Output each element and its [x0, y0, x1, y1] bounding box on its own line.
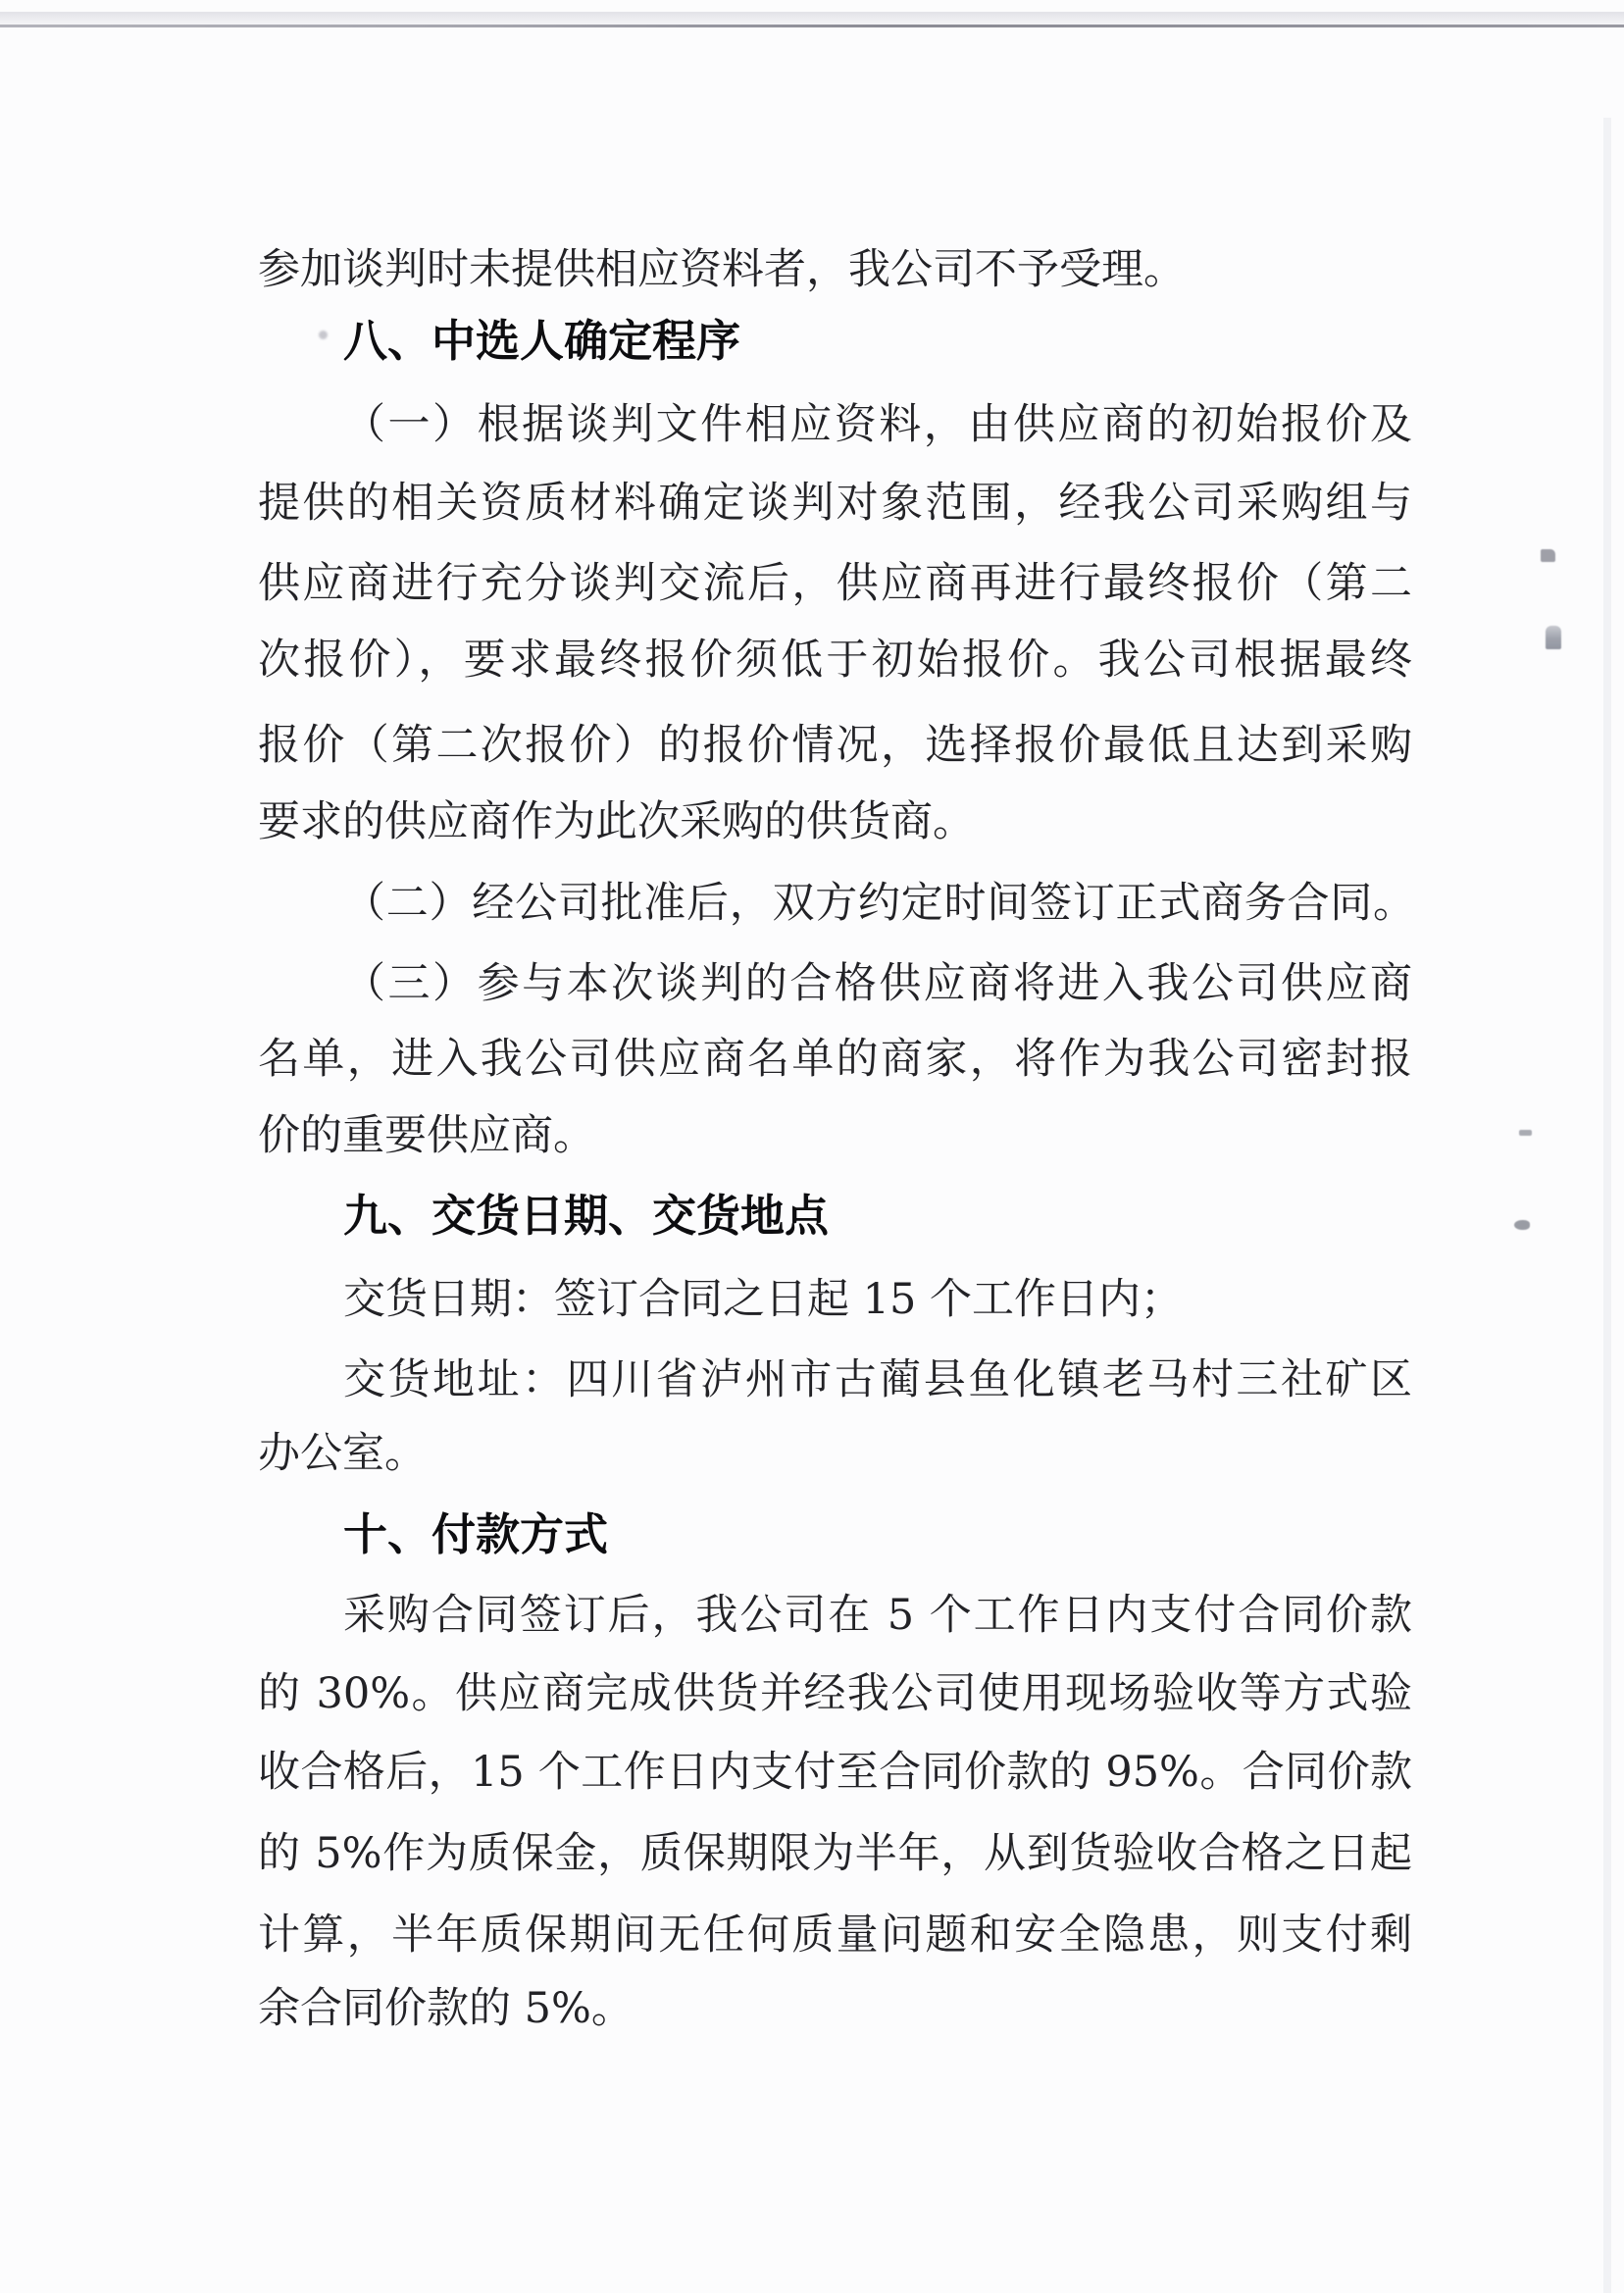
paragraph-line: 提供的相关资质材料确定谈判对象范围，经我公司采购组与 — [258, 479, 1412, 528]
paragraph-line: （二）经公司批准后，双方约定时间签订正式商务合同。 — [343, 879, 1412, 928]
section-heading: 九、交货日期、交货地点 — [343, 1190, 830, 1242]
scan-smudge — [1541, 549, 1555, 562]
paragraph-line: 办公室。 — [258, 1429, 427, 1478]
scan-smudge — [1546, 626, 1561, 649]
paragraph-line: 余合同价款的 5%。 — [258, 1984, 634, 2033]
paragraph-line: 名单，进入我公司供应商名单的商家，将作为我公司密封报 — [258, 1035, 1412, 1084]
scan-smudge — [1514, 1220, 1530, 1230]
paragraph-line: （一）根据谈判文件相应资料，由供应商的初始报价及 — [343, 400, 1412, 449]
paragraph-line: 供应商进行充分谈判交流后，供应商再进行最终报价（第二 — [258, 559, 1412, 608]
paragraph-line: 价的重要供应商。 — [258, 1111, 595, 1160]
scan-smudge — [1519, 1130, 1532, 1136]
section-heading: 十、付款方式 — [343, 1508, 609, 1560]
scan-top-edge-line — [0, 25, 1624, 27]
paragraph-line: 收合格后，15 个工作日内支付至合同价款的 95%。合同价款 — [258, 1748, 1412, 1797]
paragraph-line: 交货日期：签订合同之日起 15 个工作日内； — [343, 1275, 1184, 1324]
scan-top-edge-band — [0, 12, 1624, 25]
paragraph-line: 要求的供应商作为此次采购的供货商。 — [258, 797, 975, 846]
scan-right-edge-shade — [1603, 118, 1611, 2293]
paragraph-line: 的 5%作为质保金，质保期限为半年，从到货验收合格之日起 — [258, 1829, 1412, 1878]
paragraph-line: 计算，半年质保期间无任何质量问题和安全隐患，则支付剩 — [258, 1911, 1412, 1960]
paragraph-line: 交货地址：四川省泸州市古蔺县鱼化镇老马村三社矿区 — [343, 1355, 1412, 1404]
section-heading: 八、中选人确定程序 — [343, 315, 741, 367]
paragraph-line: 报价（第二次报价）的报价情况，选择报价最低且达到采购 — [258, 721, 1412, 770]
paragraph-line: 的 30%。供应商完成供货并经我公司使用现场验收等方式验 — [258, 1669, 1412, 1718]
paragraph-line: 参加谈判时未提供相应资料者，我公司不予受理。 — [258, 245, 1186, 294]
paragraph-line: 采购合同签订后，我公司在 5 个工作日内支付合同价款 — [343, 1591, 1412, 1640]
paragraph-line: 次报价），要求最终报价须低于初始报价。我公司根据最终 — [258, 636, 1412, 685]
scan-smudge — [319, 331, 328, 339]
paragraph-line: （三）参与本次谈判的合格供应商将进入我公司供应商 — [343, 959, 1412, 1008]
